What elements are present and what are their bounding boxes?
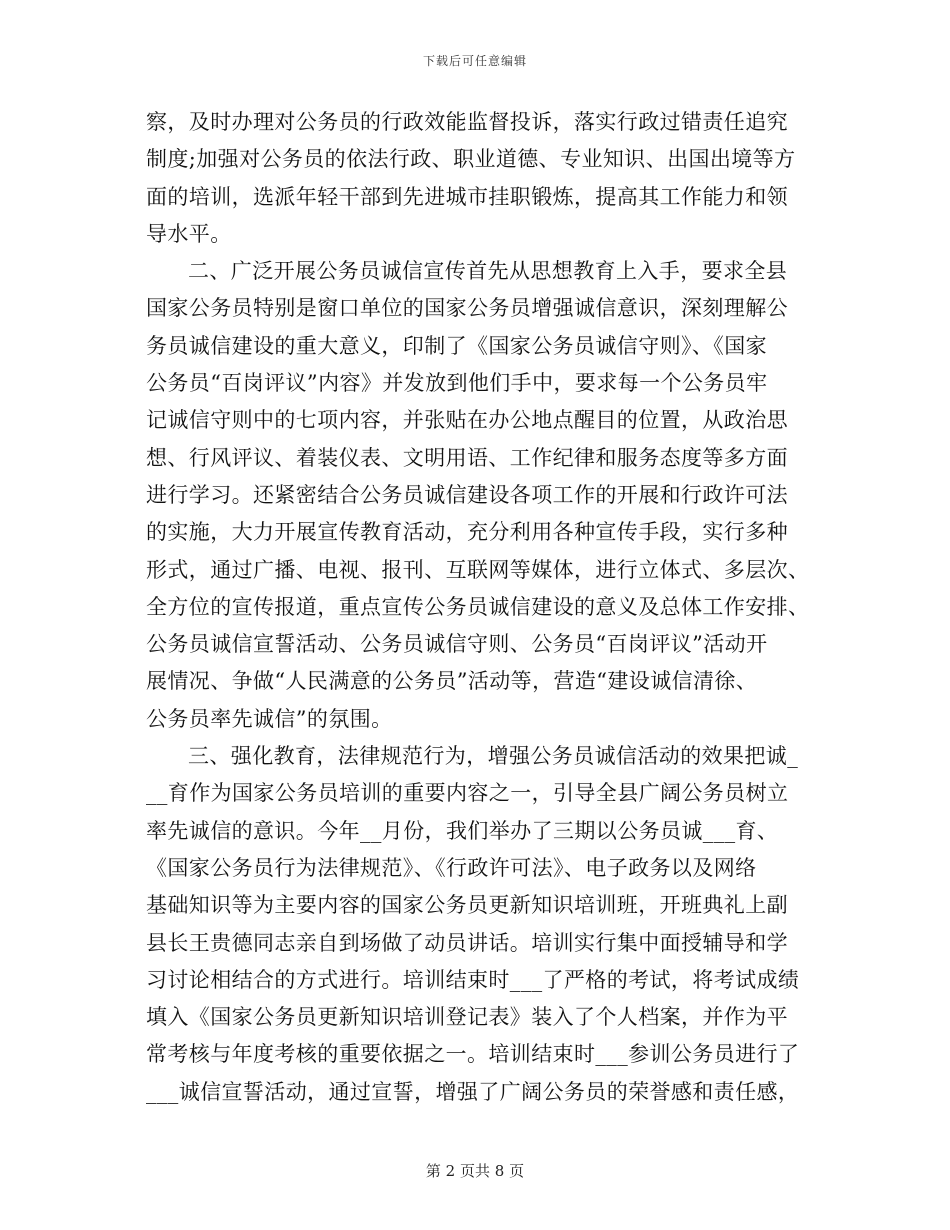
- text-line: 国家公务员特别是窗口单位的国家公务员增强诚信意识，深刻理解公: [146, 296, 788, 321]
- text-line: 习讨论相结合的方式进行。培训结束时___了严格的考试，将考试成绩: [146, 967, 800, 992]
- text-line: 形式，通过广播、电视、报刊、互联网等媒体，进行立体式、多层次、: [146, 557, 810, 582]
- text-line: 公务员“百岗评议”内容》并发放到他们手中，要求每一个公务员牢: [146, 371, 768, 396]
- text-line: ___诚信宣誓活动，通过宣誓，增强了广阔公务员的荣誉感和责任感，: [146, 1079, 800, 1104]
- text-line: 制度;加强对公务员的依法行政、职业道德、专业知识、出国出境等方: [146, 147, 796, 172]
- text-line: 公务员率先诚信”的氛围。: [146, 706, 393, 731]
- text-line: 面的培训，选派年轻干部到先进城市挂职锻炼，提高其工作能力和领: [146, 184, 788, 209]
- document-body: [146, 104, 810, 1111]
- text-line: 务员诚信建设的重大意义，印制了《国家公务员诚信守则》、《国家: [146, 333, 767, 358]
- text-line: 察，及时办理对公务员的行政效能监督投诉，落实行政过错责任追究: [146, 110, 788, 134]
- text-line: 《国家公务员行为法律规范》、《行政许可法》、电子政务以及网络: [146, 855, 757, 880]
- text-line: 记诚信守则中的七项内容，并张贴在办公地点醒目的位置，从政治思: [146, 408, 788, 433]
- text-line: 想、行风评议、着装仪表、文明用语、工作纪律和服务态度等多方面: [146, 445, 788, 470]
- text-line: 导水平。: [146, 221, 232, 246]
- text-line: 全方位的宣传报道，重点宣传公务员诚信建设的意义及总体工作安排、: [146, 594, 810, 619]
- text-line: 常考核与年度考核的重要依据之一。培训结束时___参训公务员进行了: [146, 1042, 800, 1067]
- paragraph-three-first-line: 三、强化教育，法律规范行为，增强公务员诚信活动的效果把诚_: [188, 744, 799, 769]
- text-line: 公务员诚信宣誓活动、公务员诚信守则、公务员“百岗评议”活动开: [146, 632, 768, 657]
- text-line: 进行学习。还紧密结合公务员诚信建设各项工作的开展和行政许可法: [146, 482, 788, 507]
- page-footer: 第 2 页共 8 页: [425, 1162, 525, 1180]
- text-line: 基础知识等为主要内容的国家公务员更新知识培训班，开班典礼上副: [146, 893, 788, 918]
- page-header: 下载后可任意编辑: [422, 54, 527, 68]
- text-line: 填入《国家公务员更新知识培训登记表》装入了个人档案，并作为平: [146, 1005, 788, 1030]
- text-line: 率先诚信的意识。今年__月份，我们举办了三期以公务员诚___育、: [146, 818, 779, 843]
- text-line: 县长王贵德同志亲自到场做了动员讲话。培训实行集中面授辅导和学: [146, 930, 788, 955]
- paragraph-two-first-line: 二、广泛开展公务员诚信宣传首先从思想教育上入手，要求全县: [188, 259, 788, 284]
- text-line: 的实施，大力开展宣传教育活动，充分利用各种宣传手段，实行多种: [146, 520, 788, 545]
- text-line: __育作为国家公务员培训的重要内容之一，引导全县广阔公务员树立: [146, 781, 789, 806]
- text-line: 展情况、争做“人民满意的公务员”活动等，营造“建设诚信清徐、: [146, 669, 758, 694]
